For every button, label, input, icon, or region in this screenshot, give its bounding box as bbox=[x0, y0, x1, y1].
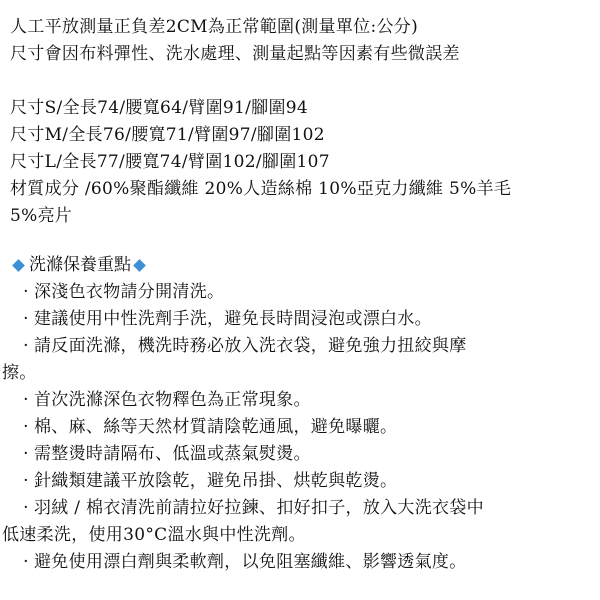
care-item-text: 棉、麻、絲等天然材質請陰乾通風，避免曝曬。 bbox=[34, 417, 398, 437]
care-item-text: 首次洗滌深色衣物釋色為正常現象。 bbox=[34, 390, 311, 410]
bullet-dot: · bbox=[23, 282, 29, 302]
bullet-dot: · bbox=[23, 417, 29, 437]
bullet-dot: · bbox=[23, 444, 29, 464]
care-item bbox=[10, 441, 596, 468]
care-item bbox=[10, 306, 596, 333]
care-item bbox=[10, 414, 596, 441]
material-composition-cont: 5%亮片 bbox=[10, 206, 73, 226]
care-item bbox=[10, 279, 596, 306]
diamond-icon bbox=[133, 259, 146, 272]
care-item-text: 建議使用中性洗劑手洗，避免長時間浸泡或漂白水。 bbox=[34, 309, 432, 329]
care-item-text: 羽絨 / 棉衣清洗前請拉好拉鍊、扣好扣子，放入大洗衣袋中 bbox=[34, 498, 484, 518]
size-l: 尺寸L/全長77/腰寬74/臂圍102/腳圍107 bbox=[10, 152, 330, 172]
material-composition: 材質成分 /60%聚酯纖維 20%人造絲棉 10%亞克力纖維 5%羊毛 bbox=[10, 179, 512, 199]
care-item-text: 深淺色衣物請分開清洗。 bbox=[34, 282, 225, 302]
care-item-continuation: 低速柔洗，使用30°C溫水與中性洗劑。 bbox=[2, 525, 306, 545]
bullet-dot: · bbox=[23, 336, 29, 356]
diamond-icon bbox=[12, 259, 25, 272]
bullet-dot: · bbox=[23, 390, 29, 410]
bullet-dot: · bbox=[23, 309, 29, 329]
care-item-text: 需整燙時請隔布、低溫或蒸氣熨燙。 bbox=[34, 444, 311, 464]
care-item-text: 針織類建議平放陰乾，避免吊掛、烘乾與乾燙。 bbox=[34, 471, 398, 491]
care-item bbox=[10, 333, 596, 360]
bullet-dot: · bbox=[23, 498, 29, 518]
measurement-note: 人工平放測量正負差2CM為正常範圍(測量單位:公分) bbox=[10, 17, 419, 37]
care-item bbox=[10, 549, 596, 576]
size-s: 尺寸S/全長74/腰寬64/臂圍91/腳圍94 bbox=[10, 98, 308, 118]
care-item bbox=[10, 495, 596, 522]
care-item-continuation: 擦。 bbox=[2, 363, 37, 383]
spacer bbox=[10, 230, 596, 252]
spacer bbox=[10, 68, 596, 95]
care-heading bbox=[10, 252, 596, 279]
size-m: 尺寸M/全長76/腰寬71/臂圍97/腳圍102 bbox=[10, 125, 325, 145]
bullet-dot: · bbox=[23, 552, 29, 572]
bullet-dot: · bbox=[23, 471, 29, 491]
product-description bbox=[2, 14, 596, 576]
care-item-text: 避免使用漂白劑與柔軟劑，以免阻塞纖維、影響透氣度。 bbox=[34, 552, 467, 572]
care-item-text: 請反面洗滌，機洗時務必放入洗衣袋，避免強力扭絞與摩 bbox=[34, 336, 467, 356]
care-item bbox=[10, 387, 596, 414]
care-item bbox=[10, 468, 596, 495]
care-list bbox=[2, 279, 596, 576]
measurement-note-2: 尺寸會因布料彈性、洗水處理、測量起點等因素有些微誤差 bbox=[10, 44, 460, 64]
care-title: 洗滌保養重點 bbox=[29, 255, 131, 275]
